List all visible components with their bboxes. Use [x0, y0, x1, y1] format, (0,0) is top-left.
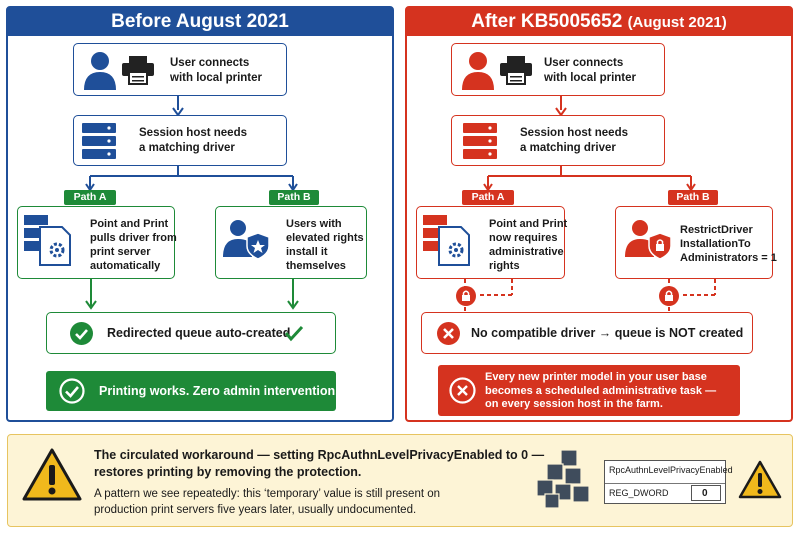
- workaround-callout: [7, 434, 793, 527]
- before-arrow-b: [287, 279, 299, 309]
- registry-value-card: [604, 460, 733, 504]
- warning-icon: [737, 459, 783, 501]
- after-session-text: Session host needs a matching driver: [520, 127, 629, 154]
- before-outcome-text: Printing works. Zero admin intervention.: [99, 384, 339, 398]
- document-gear-icon: [24, 215, 76, 267]
- after-path-a-text: Point and Print now requires administrative rights: [489, 218, 568, 272]
- after-branch-lines: [478, 166, 698, 192]
- after-path-b-tag: Path B: [668, 190, 718, 205]
- before-path-b-box: [215, 206, 367, 279]
- admin-user-icon: [223, 219, 269, 259]
- lock-icon: [659, 286, 679, 306]
- after-panel-title-suffix: (August 2021): [627, 14, 727, 31]
- after-connect-text: User connects with local printer: [544, 57, 637, 84]
- before-user-connects-box: [73, 43, 287, 96]
- after-path-b-text: RestrictDriver InstallationTo Administrators = 1: [680, 224, 777, 264]
- before-session-host-box: [73, 115, 287, 166]
- after-panel-title-main: After KB5005652: [471, 11, 623, 32]
- user-icon: [83, 50, 117, 90]
- before-path-b-tag: Path B: [269, 190, 319, 205]
- before-path-b-text: Users with elevated rights install it themselves: [286, 218, 364, 272]
- x-circle-icon: [437, 322, 460, 345]
- before-path-a-text: Point and Print pulls driver from print server automatically: [90, 218, 177, 272]
- workaround-headline: The circulated workaround — setting RpcAuthnLevelPrivacyEnabled to 0 — restores printing by removing the protection.: [94, 448, 545, 479]
- check-circle-outline-icon: [59, 378, 85, 404]
- check-circle-icon: [70, 322, 93, 345]
- registry-type: REG_DWORD: [609, 488, 669, 498]
- cubes-icon: [535, 448, 597, 510]
- after-outcome-banner: [438, 365, 740, 416]
- after-path-a-tag: Path A: [462, 190, 514, 205]
- after-user-connects-box: [451, 43, 665, 96]
- before-result-text: Redirected queue auto-created: [107, 326, 291, 340]
- user-icon: [461, 50, 495, 90]
- before-result-box: [46, 312, 336, 354]
- before-outcome-banner: [46, 371, 339, 411]
- before-connect-text: User connects with local printer: [170, 57, 263, 84]
- before-arrow-a: [85, 279, 97, 309]
- after-arrow-1: [555, 96, 567, 116]
- lock-icon: [456, 286, 476, 306]
- after-panel-title: [407, 8, 791, 36]
- before-panel-title: Before August 2021: [8, 8, 392, 36]
- after-outcome-text: Every new printer model in your user base becomes a scheduled administrative task — on every session host in the farm.: [485, 371, 717, 410]
- after-path-a-box: [416, 206, 568, 279]
- before-path-a-tag: Path A: [64, 190, 116, 205]
- warning-icon: [21, 447, 83, 503]
- x-circle-outline-icon: [449, 377, 476, 404]
- after-path-b-box: [615, 206, 777, 279]
- before-path-a-box: [17, 206, 175, 279]
- admin-lock-icon: [625, 219, 671, 259]
- registry-value: 0: [702, 488, 708, 499]
- registry-name: RpcAuthnLevelPrivacyEnabled: [609, 465, 733, 475]
- server-icon: [82, 123, 116, 159]
- document-gear-icon: [423, 215, 475, 267]
- after-session-host-box: [451, 115, 665, 166]
- printer-icon: [122, 56, 154, 84]
- before-session-text: Session host needs a matching driver: [139, 127, 248, 154]
- after-result-text: No compatible driver → queue is NOT created: [471, 326, 744, 340]
- workaround-body: A pattern we see repeatedly: this ‘temporary’ value is still present on production print servers five years later, usually undocumented.: [94, 488, 441, 516]
- before-branch-lines: [80, 166, 300, 192]
- check-icon: [285, 325, 303, 341]
- registry-divider: [605, 483, 725, 484]
- before-arrow-1: [172, 96, 184, 116]
- after-result-box: [421, 312, 753, 354]
- printer-icon: [500, 56, 532, 84]
- server-icon: [463, 123, 497, 159]
